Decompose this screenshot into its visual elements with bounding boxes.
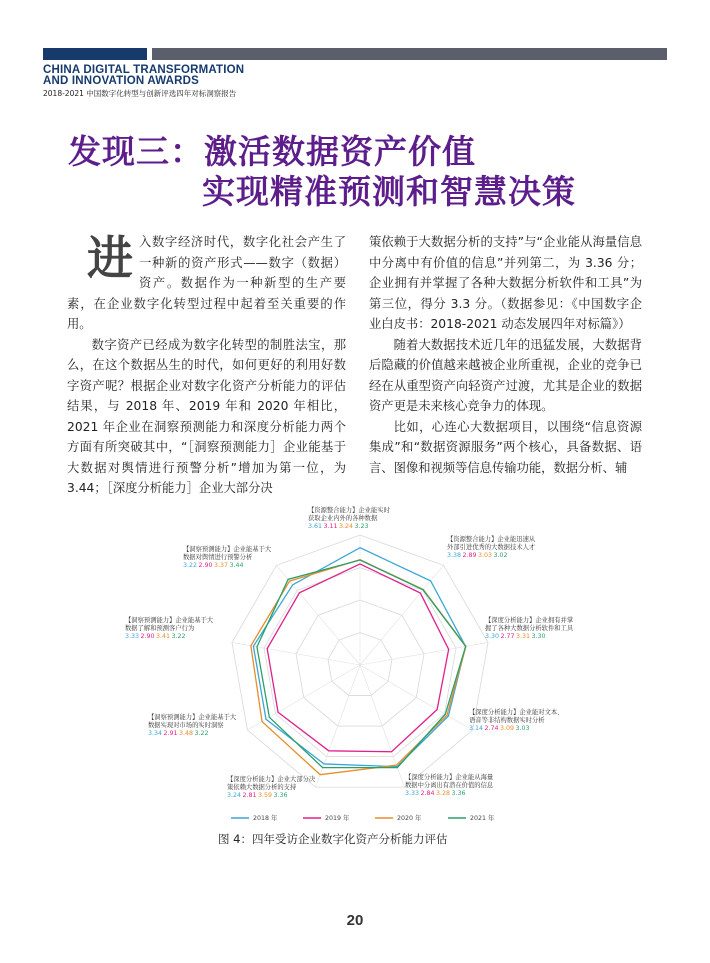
axis-label: 获取企业内外的各种数据 — [308, 515, 378, 522]
paragraph: 随着大数据技术近几年的迅猛发展，大数据背后隐藏的价值越来越被企业所重视，企业的竞争已经在从重型资产向轻资产过渡，尤其是企业的数据资产更是未来核心竞争力的体现。 — [369, 337, 642, 413]
header-title-line1: CHINA DIGITAL TRANSFORMATION — [43, 64, 245, 76]
header-subtitle: 2018-2021 中国数字化转型与创新评选四年对标洞察报告 — [43, 89, 237, 98]
axis-label: 数据中分离出有潜在价值的信息 — [405, 782, 494, 789]
data-label: 3.59 — [258, 792, 273, 799]
grid-spoke — [276, 565, 360, 665]
axis-label: 数据实现对市场的实时洞察 — [148, 722, 224, 729]
data-label: 2.74 — [484, 725, 499, 732]
drop-cap: 进 — [87, 231, 133, 285]
data-label: 3.34 — [148, 730, 163, 737]
data-label: 3.44 — [229, 562, 244, 569]
data-label: 2.81 — [242, 792, 257, 799]
data-label: 3.24 — [339, 523, 354, 530]
data-label: 3.61 — [308, 523, 323, 530]
data-label: 3.28 — [436, 790, 451, 797]
paragraph-text: 入数字经济时代，数字化社会产生了一种新的资产形式——数字（数据）资产。数据作为一种新型的生产要素，在企业数字化转型过程中起着至关重要的作用。 — [67, 235, 346, 331]
data-label: 3.09 — [500, 725, 515, 732]
axis-label: 数据对舆情进行预警分析 — [183, 554, 253, 561]
axis-label: 【资源整合能力】企业能迅速从 — [447, 536, 536, 543]
legend-label: 2020 年 — [397, 815, 422, 822]
data-label: 3.48 — [179, 730, 194, 737]
page-number: 20 — [346, 912, 364, 929]
grid-spoke — [247, 665, 360, 730]
axis-label: 语音等非结构数据实时分析 — [469, 717, 545, 724]
axis-label: 【洞察预测能力】企业能基于大 — [125, 617, 214, 624]
data-label: 2.91 — [163, 730, 178, 737]
legend-label: 2021 年 — [470, 815, 495, 822]
data-label: 2.77 — [500, 633, 515, 640]
axis-label: 外部引进优秀的大数据技术人才 — [447, 544, 536, 551]
data-label: 3.36 — [451, 790, 466, 797]
data-label: 3.24 — [227, 792, 242, 799]
axis-label: 【深度分析能力】企业大部分决 — [227, 776, 316, 783]
data-label: 3.11 — [323, 523, 338, 530]
data-label: 3.03 — [515, 725, 530, 732]
data-label: 3.33 — [125, 633, 140, 640]
data-label: 3.38 — [447, 552, 462, 559]
series-line-1 — [253, 548, 465, 767]
data-label: 3.41 — [156, 633, 171, 640]
data-label: 3.22 — [194, 730, 209, 737]
data-label: 3.14 — [469, 725, 484, 732]
header-title-line2: AND INNOVATION AWARDS — [43, 75, 200, 87]
data-label: 3.22 — [171, 633, 186, 640]
data-label: 3.31 — [516, 633, 531, 640]
axis-label: 【深度分析能力】企业能从海量 — [405, 774, 494, 781]
data-label: 3.33 — [405, 790, 420, 797]
data-label: 3.37 — [214, 562, 229, 569]
data-label: 2.89 — [462, 552, 477, 559]
grid-spoke — [360, 642, 488, 665]
data-label: 3.36 — [273, 792, 288, 799]
legend-label: 2019 年 — [325, 815, 350, 822]
paragraph: 数字资产已经成为数字化转型的制胜法宝，那么，在这个数据丛生的时代，如何更好的利用好数字资产呢？根据企业对数字化资产分析能力的评估结果，与 2018 年、2019 年和 2020 年相比，2021 年企业在洞察预测能力和深度分析能力两个方面有所突破其中，“［洞察预测能力］企业能基于大数据对舆情进行预警分析”增加为第一位，为 3.44；［深度分析能力］企业大部分决 — [67, 337, 346, 495]
figure-caption: 图 4：四年受访企业数字化资产分析能力评估 — [218, 832, 448, 846]
data-label: 3.23 — [354, 523, 369, 530]
data-label: 3.30 — [485, 633, 500, 640]
paragraph: 比如，心连心大数据项目，以围绕“信息资源集成”和“数据资源服务”两个核心，具备数据、语言、图像和视频等信息传输功能，数据分析、辅 — [369, 419, 642, 475]
data-label: 2.90 — [140, 633, 155, 640]
data-label: 3.02 — [493, 552, 508, 559]
data-label: 3.03 — [478, 552, 493, 559]
data-label: 2.84 — [420, 790, 435, 797]
grid-spoke — [360, 665, 473, 730]
data-label: 3.22 — [183, 562, 198, 569]
data-label: 3.30 — [531, 633, 546, 640]
axis-label: 【洞察预测能力】企业能基于大 — [148, 714, 237, 721]
legend-label: 2018 年 — [253, 815, 278, 822]
axis-label: 【洞察预测能力】企业能基于大 — [183, 546, 272, 553]
axis-label: 【深度分析能力】企业能对文本、 — [469, 709, 564, 716]
axis-label: 策依赖大数据分析的支持 — [227, 784, 297, 791]
page-title-line1: 发现三：激活数据资产价值 — [68, 132, 476, 171]
data-label: 2.90 — [198, 562, 213, 569]
axis-label: 【资源整合能力】企业能实时 — [308, 507, 390, 514]
axis-label: 数据了解和预测客户行为 — [125, 625, 195, 632]
paragraph: 策依赖于大数据分析的支持”与“企业能从海量信息中分离中有价值的信息”并列第二，为 3.36 分；企业拥有并掌握了各种大数据分析软件和工具”为第三位，得分 3.3 分。（数据参见：《中国数字企业白皮书：2018-2021 动态发展四年对标篇》） — [369, 235, 642, 331]
axis-label: 握了各种大数据分析软件和工具 — [485, 625, 574, 632]
page-title-line2: 实现精准预测和智慧决策 — [202, 172, 576, 211]
series-line-3 — [251, 560, 466, 775]
axis-label: 【深度分析能力】企业拥有并掌 — [485, 617, 574, 624]
